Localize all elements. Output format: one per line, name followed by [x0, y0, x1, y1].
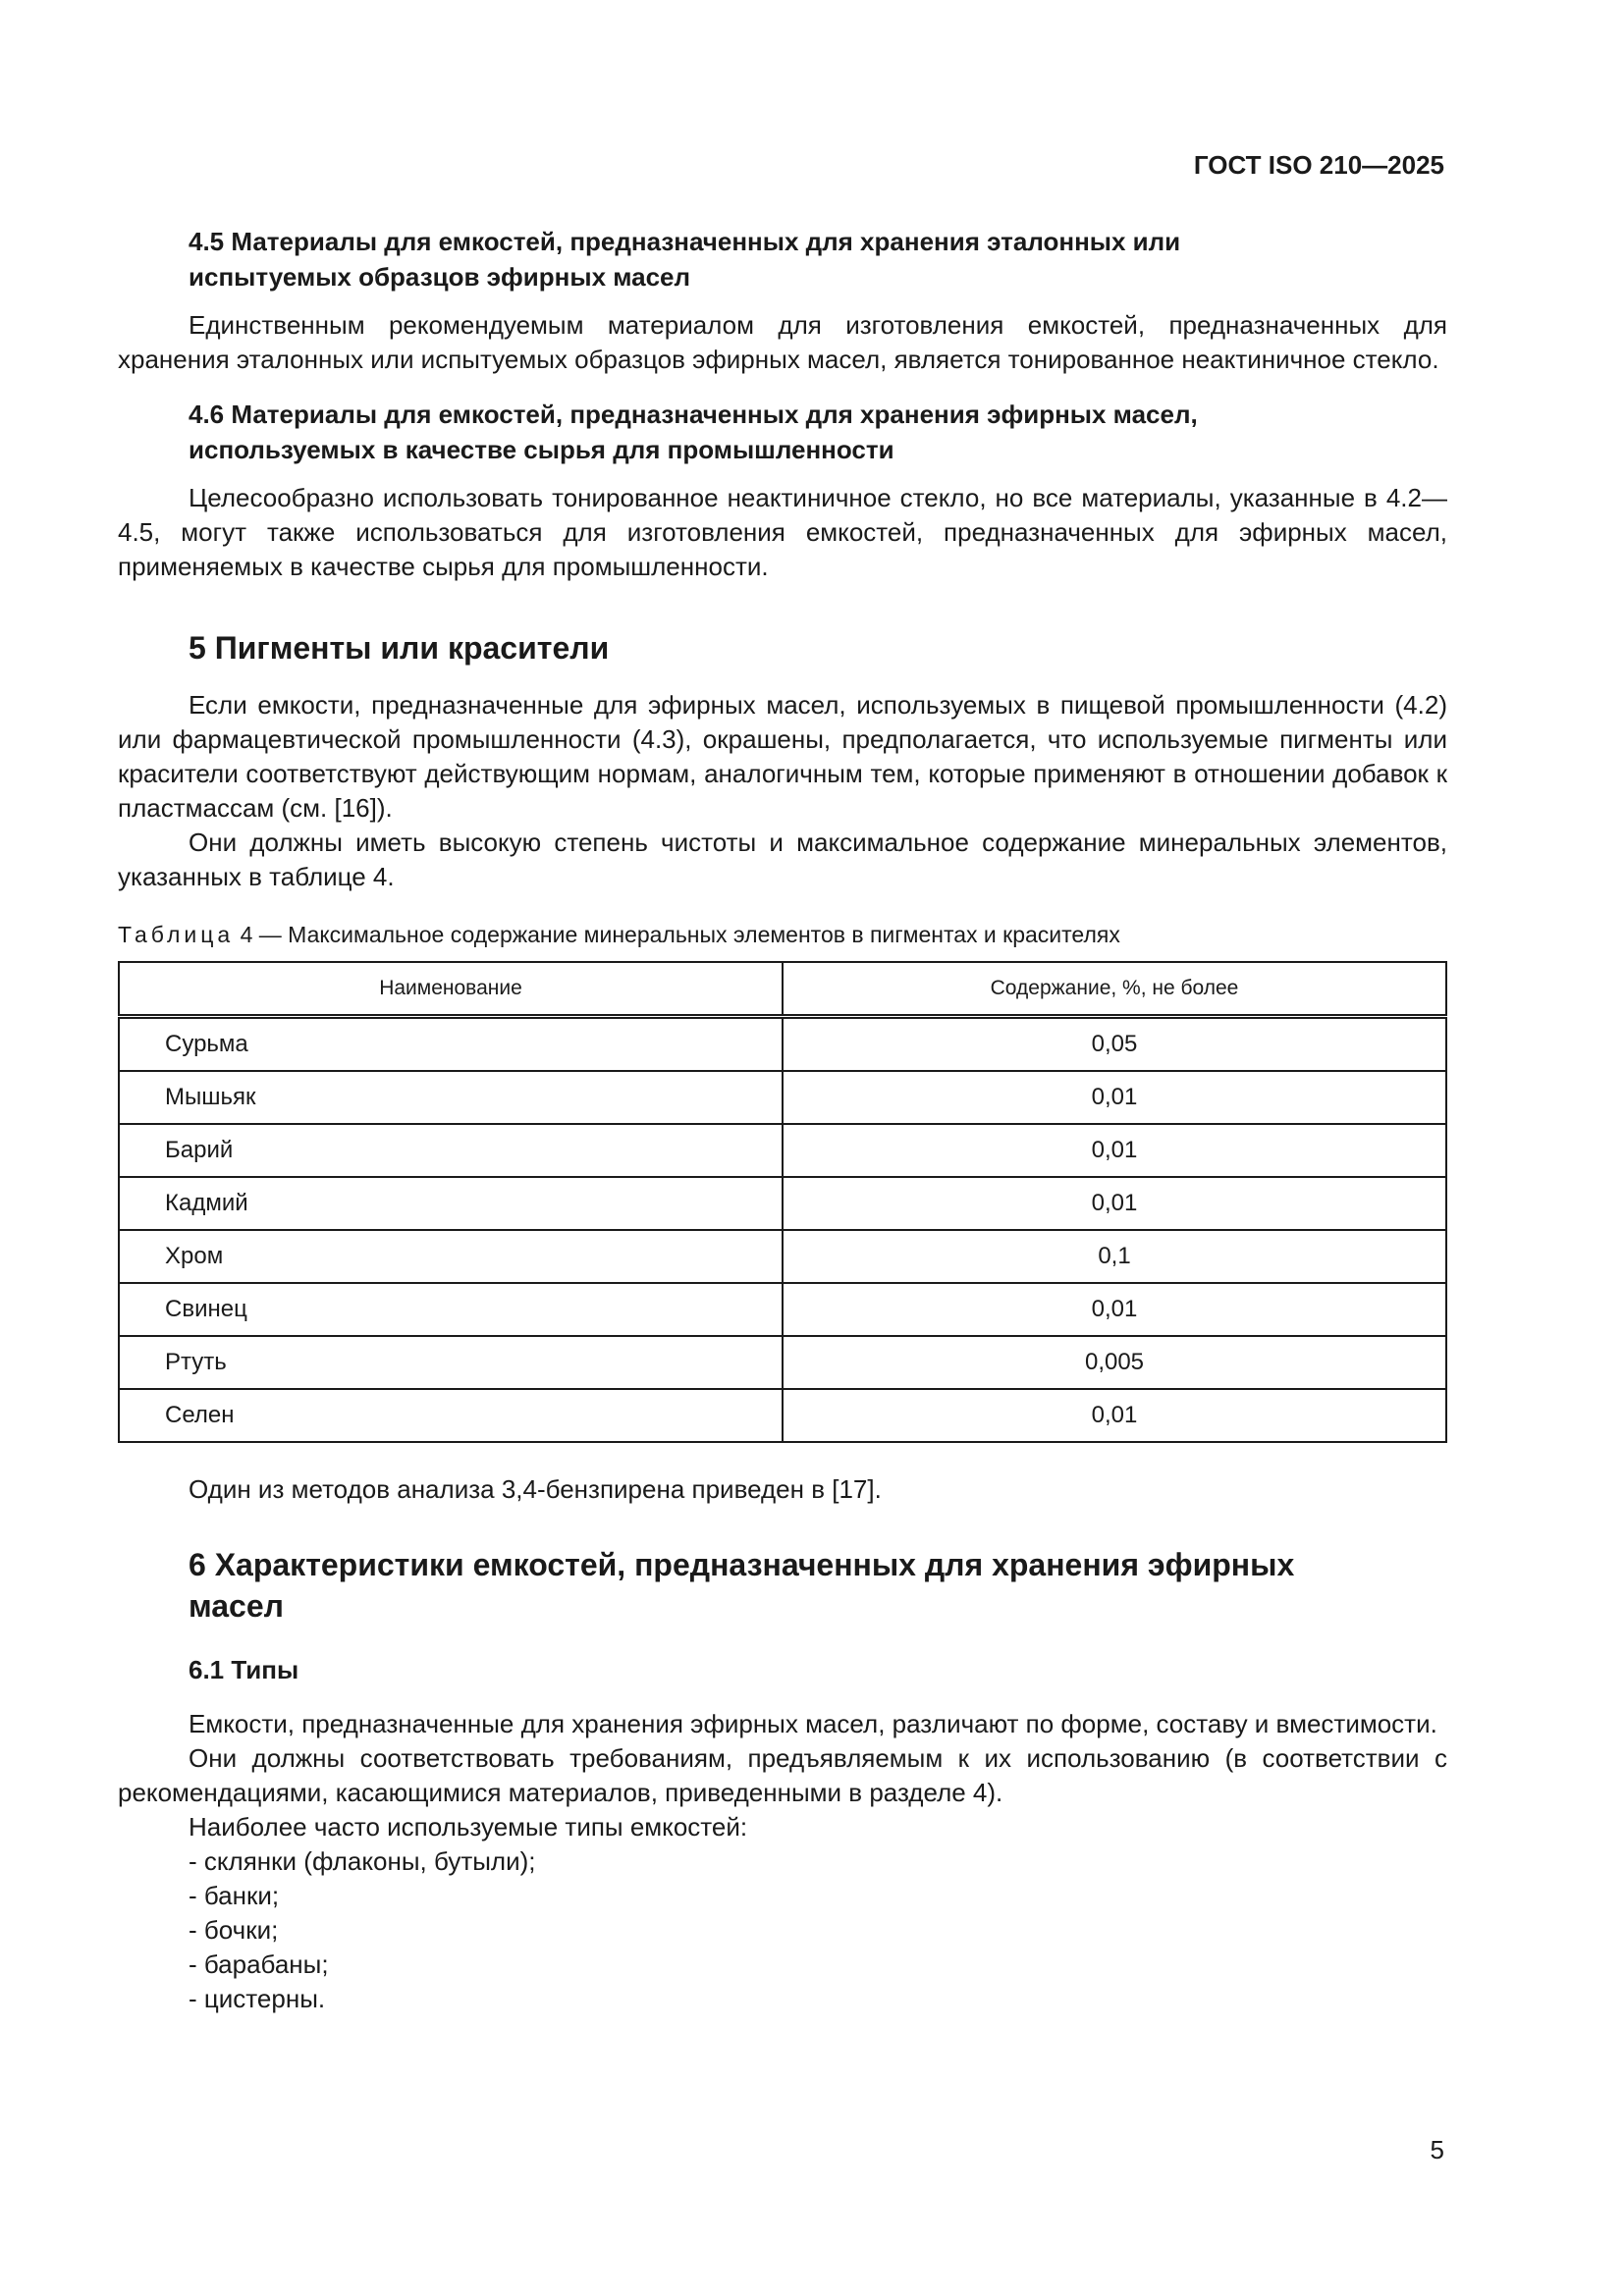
column-header-value: Содержание, %, не более: [783, 962, 1446, 1017]
subsection-heading-4-6-line-1: 4.6 Материалы для емкостей, предназначенных для хранения эфирных масел,: [189, 400, 1198, 429]
table-row: [119, 1336, 1446, 1389]
section-heading-6-line-2: масел: [189, 1588, 284, 1624]
table-row: [119, 1177, 1446, 1230]
table-row: [119, 1017, 1446, 1072]
list-item: - бочки;: [189, 1915, 279, 1945]
paragraph-5-1: Если емкости, предназначенные для эфирных масел, используемых в пищевой промышленности (4.2) или фармацевтической промышленности (4.3), окрашены, предполагается, что используемые пигменты или красители соответствуют действующим нормам, аналогичным тем, которые применяют в отношении добавок к пластмассам (см. [16]).: [118, 690, 1447, 823]
list-item: - барабаны;: [189, 1949, 329, 1979]
table-caption-label: Таблица: [118, 922, 235, 947]
table-caption-text: 4 — Максимальное содержание минеральных элементов в пигментах и красителях: [234, 922, 1120, 947]
list-item: - склянки (флаконы, бутыли);: [189, 1846, 536, 1876]
paragraph-6-1-2: Они должны соответствовать требованиям, предъявляемым к их использованию (в соответствии с рекомендациями, касающимися материалов, приведенными в разделе 4).: [118, 1743, 1447, 1807]
element-name: Кадмий: [119, 1177, 783, 1230]
page-number: 5: [1430, 2135, 1444, 2164]
section-heading-6-line-1: 6 Характеристики емкостей, предназначенных для хранения эфирных: [189, 1547, 1295, 1582]
paragraph-6-1-1: Емкости, предназначенные для хранения эфирных масел, различают по форме, составу и вместимости.: [189, 1709, 1437, 1738]
subsection-heading-4-5-line-1: 4.5 Материалы для емкостей, предназначенных для хранения эталонных или: [189, 227, 1181, 256]
page-content: [118, 224, 1447, 2016]
element-content-value: 0,01: [783, 1071, 1446, 1124]
subsection-heading-6-1: 6.1 Типы: [189, 1655, 299, 1684]
section-heading-5: 5 Пигменты или красители: [189, 630, 610, 666]
element-name: Сурьма: [119, 1017, 783, 1072]
table-row: [119, 1389, 1446, 1442]
element-content-value: 0,05: [783, 1017, 1446, 1072]
paragraph-6-1-3: Наиболее часто используемые типы емкостей:: [189, 1812, 748, 1842]
element-content-value: 0,01: [783, 1124, 1446, 1177]
column-header-name: Наименование: [119, 962, 783, 1017]
subsection-heading-4-5-line-2: испытуемых образцов эфирных масел: [189, 262, 691, 292]
element-content-value: 0,01: [783, 1283, 1446, 1336]
paragraph-4-5: Единственным рекомендуемым материалом для изготовления емкостей, предназначенных для хранения эталонных или испытуемых образцов эфирных масел, является тонированное неактиничное стекло.: [118, 310, 1447, 374]
table-row: [119, 1071, 1446, 1124]
document-code: ГОСТ ISO 210—2025: [1193, 150, 1444, 180]
list-item: - банки;: [189, 1881, 280, 1910]
element-content-value: 0,005: [783, 1336, 1446, 1389]
element-name: Селен: [119, 1389, 783, 1442]
paragraph-5-2: Они должны иметь высокую степень чистоты и максимальное содержание минеральных элементов, указанных в таблице 4.: [118, 828, 1447, 891]
list-item: - цистерны.: [189, 1984, 326, 2013]
table-4-caption: [118, 920, 1447, 949]
element-name: Мышьяк: [119, 1071, 783, 1124]
table-row: [119, 1230, 1446, 1283]
paragraph-4-6: Целесообразно использовать тонированное неактиничное стекло, но все материалы, указанные в 4.2—4.5, могут также использоваться для изготовления емкостей, предназначенных для эфирных масел, применяемых в качестве сырья для промышленности.: [118, 483, 1447, 581]
element-content-value: 0,01: [783, 1389, 1446, 1442]
paragraph-after-table: Один из методов анализа 3,4-бензпирена приведен в [17].: [189, 1474, 882, 1504]
table-row: [119, 1283, 1446, 1336]
table-4: [118, 961, 1447, 1443]
table-row: [119, 1124, 1446, 1177]
element-content-value: 0,01: [783, 1177, 1446, 1230]
element-name: Барий: [119, 1124, 783, 1177]
table-header-row: [119, 962, 1446, 1017]
element-content-value: 0,1: [783, 1230, 1446, 1283]
element-name: Свинец: [119, 1283, 783, 1336]
subsection-heading-4-6-line-2: используемых в качестве сырья для промышленности: [189, 435, 894, 464]
element-name: Ртуть: [119, 1336, 783, 1389]
element-name: Хром: [119, 1230, 783, 1283]
